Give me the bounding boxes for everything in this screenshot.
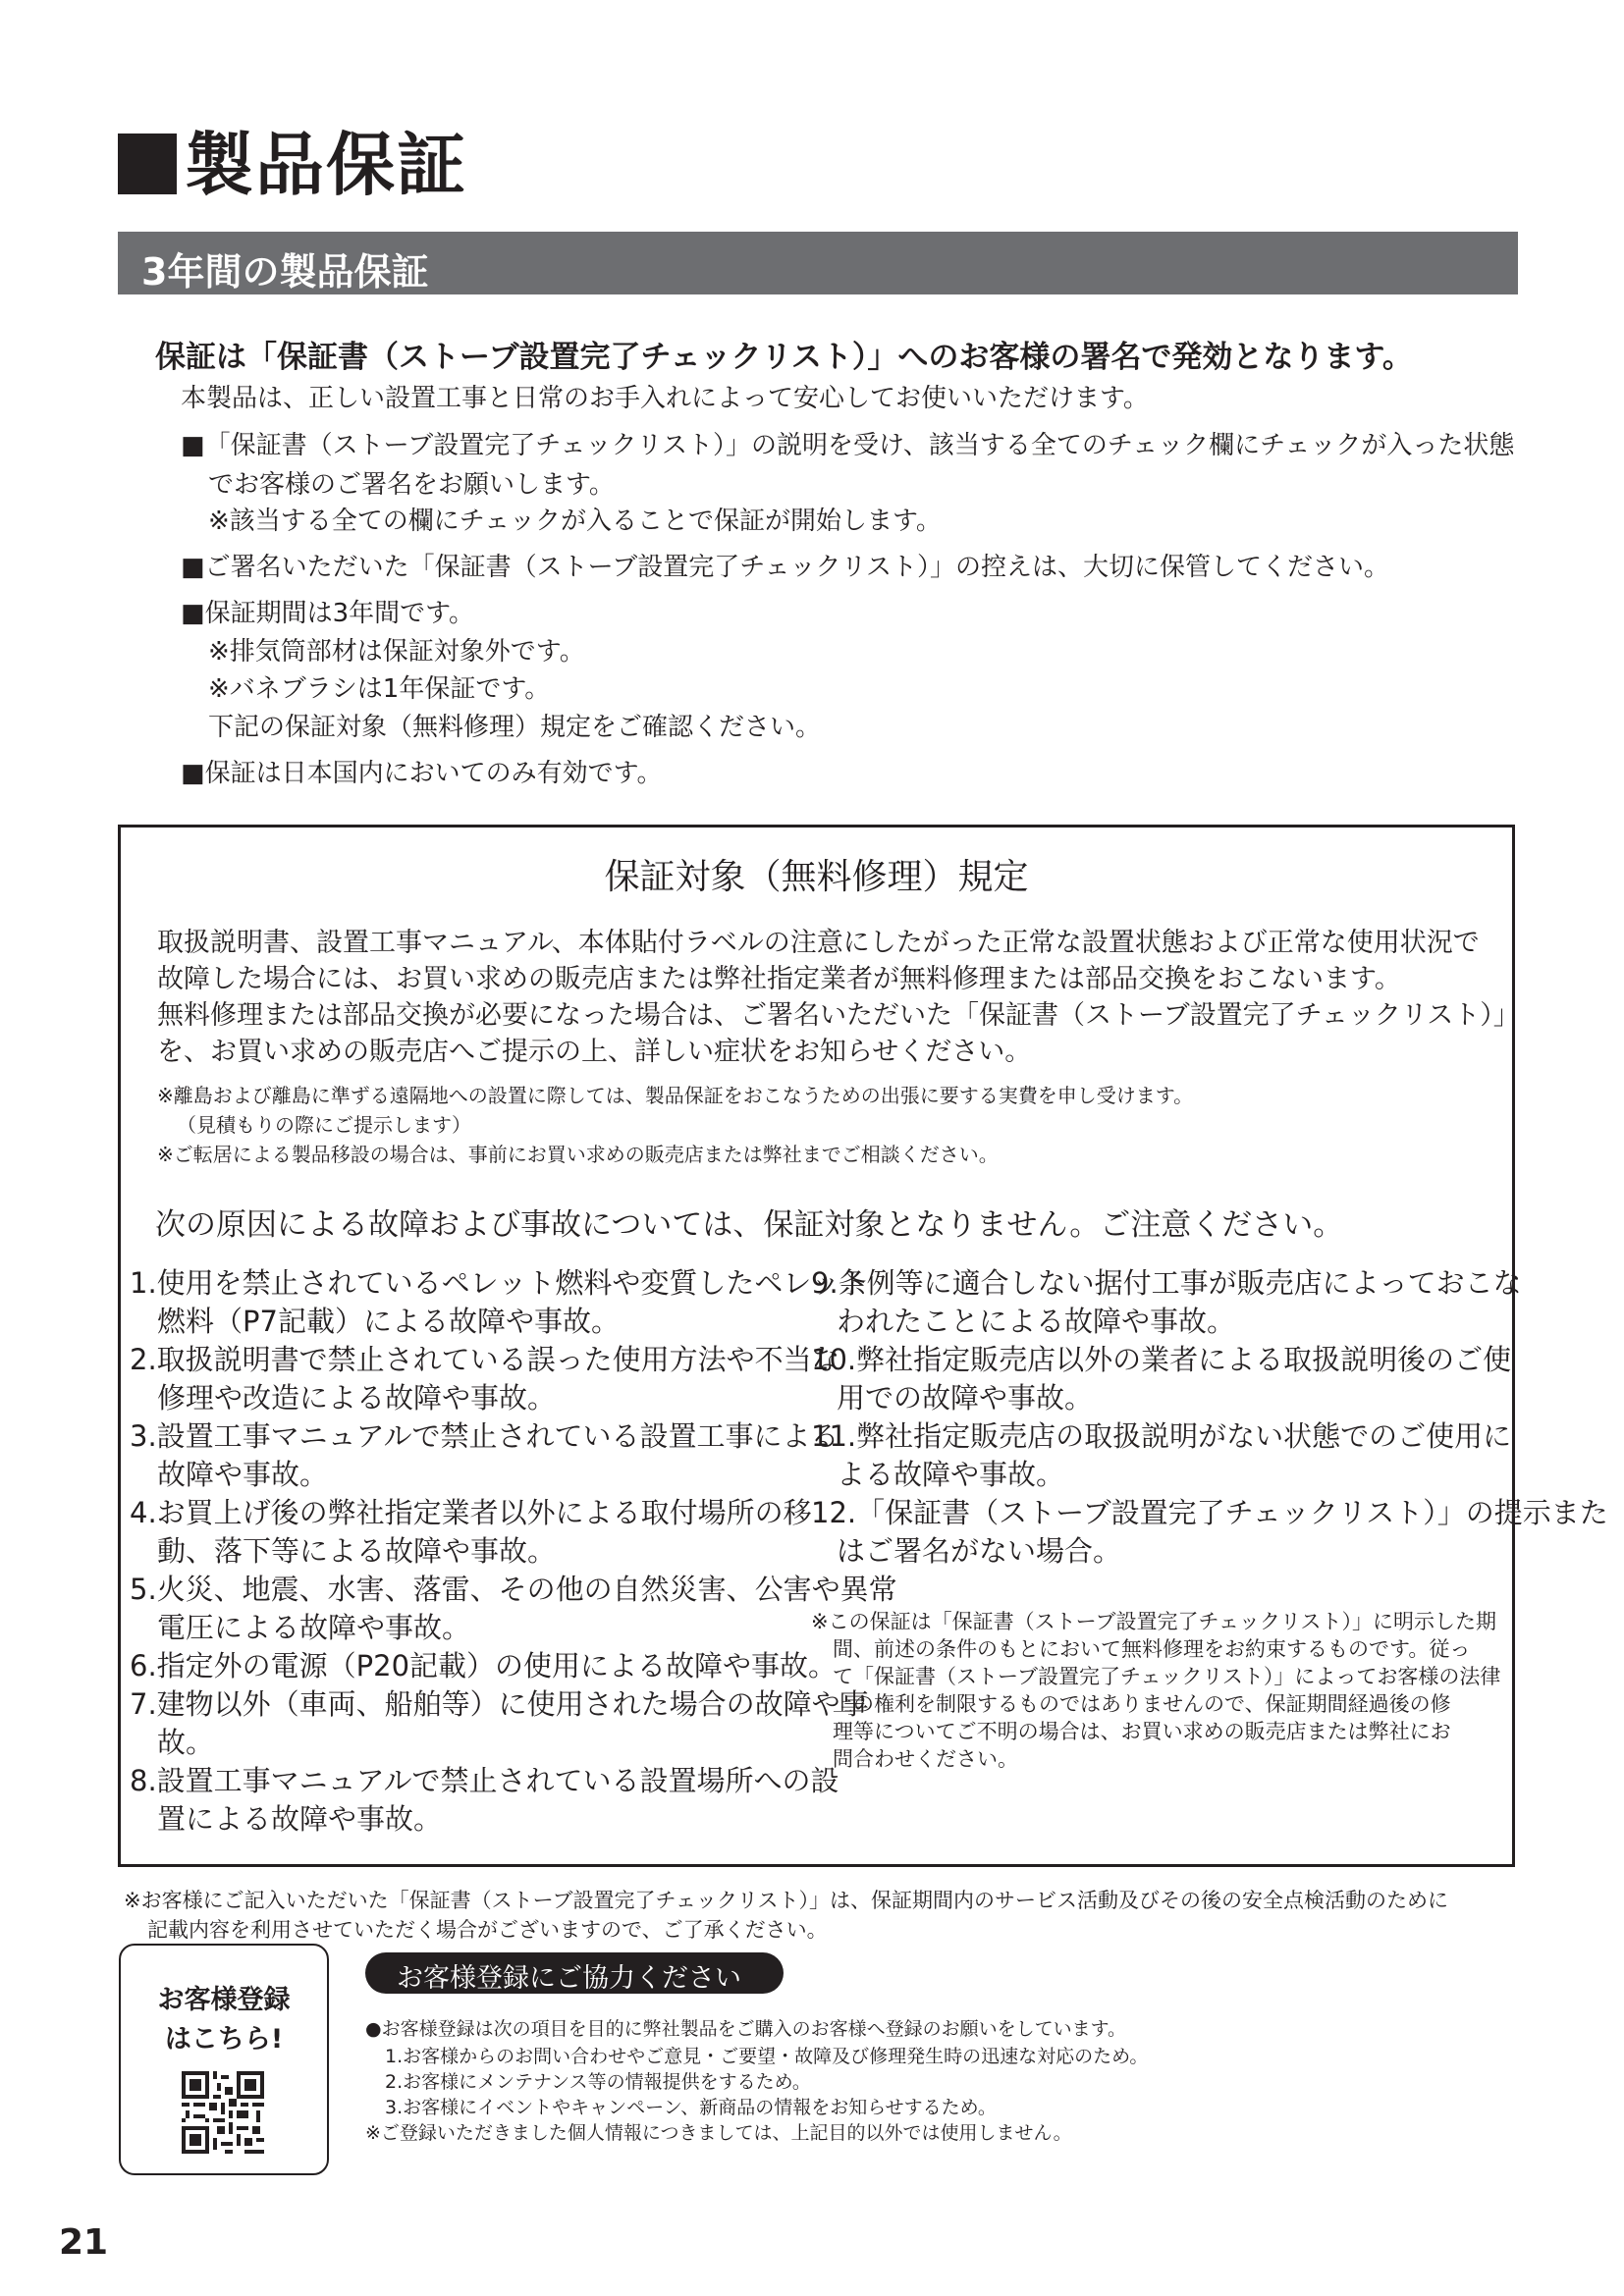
section-title: 3年間の製品保証 bbox=[141, 250, 429, 294]
registration-box-label: お客様登録 bbox=[157, 1985, 291, 2015]
exclusion-item: 7.建物以外（車両、船舶等）に使用された場合の故障や事 bbox=[130, 1687, 869, 1721]
exclusion-item: よる故障や事故。 bbox=[837, 1458, 1065, 1491]
warranty-note-line: 理等についてご不明の場合は、お買い求めの販売店または弊社にお bbox=[833, 1720, 1451, 1743]
exclusion-item: 9.条例等に適合しない据付工事が販売店によっておこな bbox=[811, 1266, 1522, 1300]
exclusion-item: われたことによる故障や事故。 bbox=[837, 1305, 1236, 1338]
page-number: 21 bbox=[59, 2222, 109, 2263]
exclusion-item: 4.お買上げ後の弊社指定業者以外による取付場所の移 bbox=[130, 1496, 812, 1529]
registration-line: 2.お客様にメンテナンス等の情報提供をするため。 bbox=[385, 2071, 811, 2093]
exclusion-item: 12.「保証書（ストーブ設置完了チェックリスト）」の提示また bbox=[811, 1496, 1608, 1529]
exclusion-item: 5.火災、地震、水害、落雷、その他の自然災害、公害や異常 bbox=[130, 1573, 897, 1606]
exclusion-item: 10.弊社指定販売店以外の業者による取扱説明後のご使 bbox=[811, 1343, 1512, 1376]
footnote-line: ※お客様にご記入いただいた「保証書（ストーブ設置完了チェックリスト）」は、保証期間内のサービス活動及びその後の安全点検活動のために bbox=[124, 1889, 1448, 1912]
bullet-line: ※バネブラシは1年保証です。 bbox=[208, 674, 551, 704]
bullet-line: ■「保証書（ストーブ設置完了チェックリスト）」の説明を受け、該当する全てのチェック欄にチェックが入った状態 bbox=[181, 431, 1515, 460]
bullet-line: ■保証期間は3年間です。 bbox=[181, 599, 475, 628]
exclusion-item: 故障や事故。 bbox=[157, 1458, 329, 1491]
exclusion-item: 電圧による故障や事故。 bbox=[157, 1611, 471, 1644]
registration-box-label: はこちら! bbox=[164, 2024, 284, 2055]
bullet-line: でお客様のご署名をお願いします。 bbox=[208, 470, 615, 500]
warranty-note-line: 問合わせください。 bbox=[833, 1747, 1018, 1771]
exclusion-item: 2.取扱説明書で禁止されている誤った使用方法や不当な bbox=[130, 1343, 840, 1376]
exclusion-item: はご署名がない場合。 bbox=[837, 1534, 1122, 1568]
section-banner bbox=[118, 232, 1518, 294]
exclusion-item: 11.弊社指定販売店の取扱説明がない状態でのご使用に bbox=[811, 1419, 1512, 1453]
warranty-note-line: て「保証書（ストーブ設置完了チェックリスト）」によってお客様の法律 bbox=[833, 1665, 1501, 1688]
bullet-line: ※排気筒部材は保証対象外です。 bbox=[208, 637, 585, 667]
warranty-note-line: 間、前述の条件のもとにおいて無料修理をお約束するものです。従っ bbox=[833, 1637, 1471, 1661]
registration-line: 1.お客様からのお問い合わせやご意見・ご要望・故障及び修理発生時の迅速な対応のため。 bbox=[385, 2046, 1149, 2067]
rules-note: （見積もりの際にご提示します） bbox=[177, 1113, 471, 1137]
bullet-line: ■ご署名いただいた「保証書（ストーブ設置完了チェックリスト）」の控えは、大切に保管してください。 bbox=[181, 553, 1389, 582]
exclusion-item: 置による故障や事故。 bbox=[157, 1802, 443, 1836]
registration-line: 3.お客様にイベントやキャンペーン、新商品の情報をお知らせするため。 bbox=[385, 2097, 997, 2118]
exclusion-item: 修理や改造による故障や事故。 bbox=[157, 1381, 557, 1415]
rules-body-line: 無料修理または部品交換が必要になった場合は、ご署名いただいた「保証書（ストーブ設置完了チェックリスト）」 bbox=[157, 1000, 1520, 1031]
exclusion-item: 動、落下等による故障や事故。 bbox=[157, 1534, 557, 1568]
rules-body-line: を、お買い求めの販売店へご提示の上、詳しい症状をお知らせください。 bbox=[157, 1037, 1032, 1067]
rules-title: 保証対象（無料修理）規定 bbox=[604, 857, 1029, 897]
registration-pill bbox=[365, 1952, 784, 1994]
registration-pill-label: お客様登録にご協力ください bbox=[397, 1963, 741, 1994]
intro-text: 本製品は、正しい設置工事と日常のお手入れによって安心してお使いいただけます。 bbox=[181, 384, 1149, 413]
exclusion-item: 8.設置工事マニュアルで禁止されている設置場所への設 bbox=[130, 1764, 839, 1797]
bullet-line: ■保証は日本国内においてのみ有効です。 bbox=[181, 759, 663, 788]
lead-text: 保証は「保証書（ストーブ設置完了チェックリスト）」へのお客様の署名で発効となります。 bbox=[155, 340, 1413, 375]
rules-note: ※ご転居による製品移設の場合は、事前にお買い求めの販売店または弊社までご相談ください。 bbox=[157, 1143, 999, 1166]
warranty-note-line: ※この保証は「保証書（ストーブ設置完了チェックリスト）」に明示した期 bbox=[811, 1610, 1496, 1633]
exclusion-item: 1.使用を禁止されているペレット燃料や変質したペレット bbox=[130, 1266, 869, 1300]
exclusion-item: 6.指定外の電源（P20記載）の使用による故障や事故。 bbox=[130, 1649, 838, 1682]
exclusion-item: 用での故障や事故。 bbox=[837, 1381, 1094, 1415]
bullet-line: 下記の保証対象（無料修理）規定をご確認ください。 bbox=[208, 713, 822, 742]
rules-note: ※離島および離島に準ずる遠隔地への設置に際しては、製品保証をおこなうための出張に要する実費を申し受けます。 bbox=[157, 1084, 1194, 1107]
registration-line: ※ご登録いただきました個人情報につきましては、上記目的以外では使用しません。 bbox=[365, 2122, 1072, 2144]
exclusion-item: 3.設置工事マニュアルで禁止されている設置工事による bbox=[130, 1419, 839, 1453]
title-square-icon bbox=[118, 133, 177, 194]
exclusion-item: 燃料（P7記載）による故障や事故。 bbox=[157, 1305, 620, 1338]
registration-line: ●お客様登録は次の項目を目的に弊社製品をご購入のお客様へ登録のお願いをしています。 bbox=[365, 2018, 1127, 2040]
bullet-line: ※該当する全ての欄にチェックが入ることで保証が開始します。 bbox=[208, 507, 942, 536]
rules-body-line: 取扱説明書、設置工事マニュアル、本体貼付ラベルの注意にしたがった正常な設置状態および正常な使用状況で bbox=[157, 928, 1480, 958]
page-title: 製品保証 bbox=[118, 110, 467, 209]
footnote-line: 記載内容を利用させていただく場合がございますので、ご了承ください。 bbox=[147, 1918, 828, 1942]
qr-code-icon[interactable] bbox=[182, 2071, 264, 2154]
exclusion-heading: 次の原因による故障および事故については、保証対象となりません。ご注意ください。 bbox=[155, 1207, 1344, 1243]
warranty-note-line: 上の権利を制限するものではありませんので、保証期間経過後の修 bbox=[833, 1692, 1451, 1716]
rules-body-line: 故障した場合には、お買い求めの販売店または弊社指定業者が無料修理または部品交換をおこないます。 bbox=[157, 964, 1401, 994]
exclusion-item: 故。 bbox=[157, 1726, 215, 1759]
